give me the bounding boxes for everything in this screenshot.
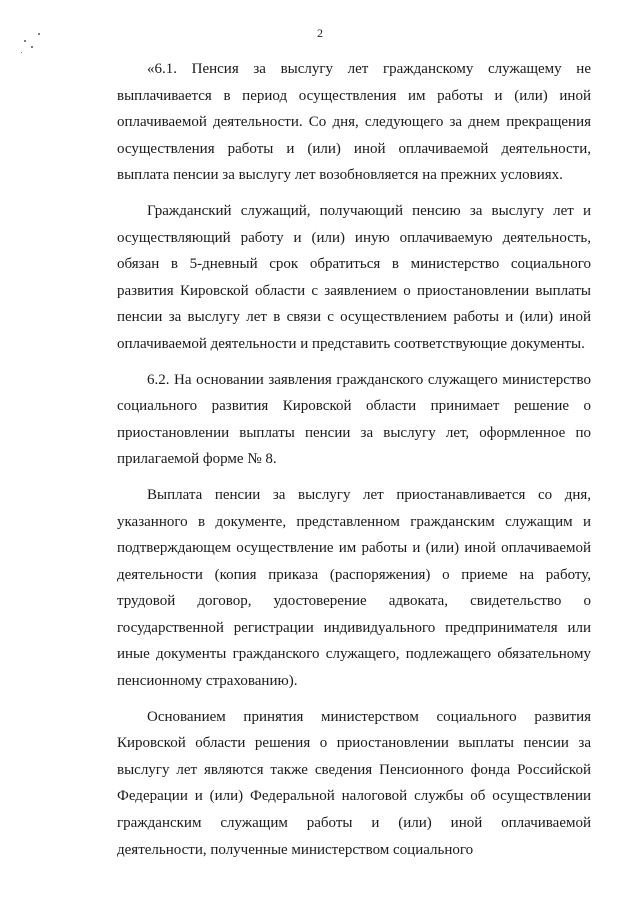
paragraph: 6.2. На основании заявления гражданского служащего министерство социального развития Кировской области принимает решение о приостановлении выплаты пенсии за выслугу лет, оформленное по прилагаемой форме № 8. [117,371,591,468]
paragraph: Основанием принятия министерством социального развития Кировской области решения о приостановлении выплаты пенсии за выслугу лет являются также сведения Пенсионного фонда Российской Федерации и (или) Федеральной налоговой службы об осуществлении гражданским служащим работы и (или) иной оплачиваемой деятельности, полученные министерством социального [117,708,591,858]
document-body [117,56,591,863]
scan-speck [21,52,22,53]
paragraph: Гражданский служащий, получающий пенсию за выслугу лет и осуществляющий работу и (или) иную оплачиваемую деятельность, обязан в 5-дневный срок обратиться в министерство социального развития Кировской области с заявлением о приостановлении выплаты пенсии за выслугу лет в связи с осуществлением работы и (или) иной оплачиваемой деятельности и представить соответствующие документы. [117,202,591,352]
page-number: 2 [317,26,323,40]
scan-speck [31,46,33,48]
paragraph: Выплата пенсии за выслугу лет приостанавливается со дня, указанного в документе, представленном гражданским служащим и подтверждающем осуществление им работы и (или) иной оплачиваемой деятельности (копия приказа (распоряжения) о приеме на работу, трудовой договор, удостоверение адвоката, свидетельство о государственной регистрации индивидуального предпринимателя или иные документы гражданского служащего, подлежащего обязательному пенсионному страхованию). [117,486,591,690]
paragraph: «6.1. Пенсия за выслугу лет гражданскому служащему не выплачивается в период осуществления им работы и (или) иной оплачиваемой деятельности. Со дня, следующего за днем прекращения осуществления работы и (или) иной оплачиваемой деятельности, выплата пенсии за выслугу лет возобновляется на прежних условиях. [117,61,591,184]
